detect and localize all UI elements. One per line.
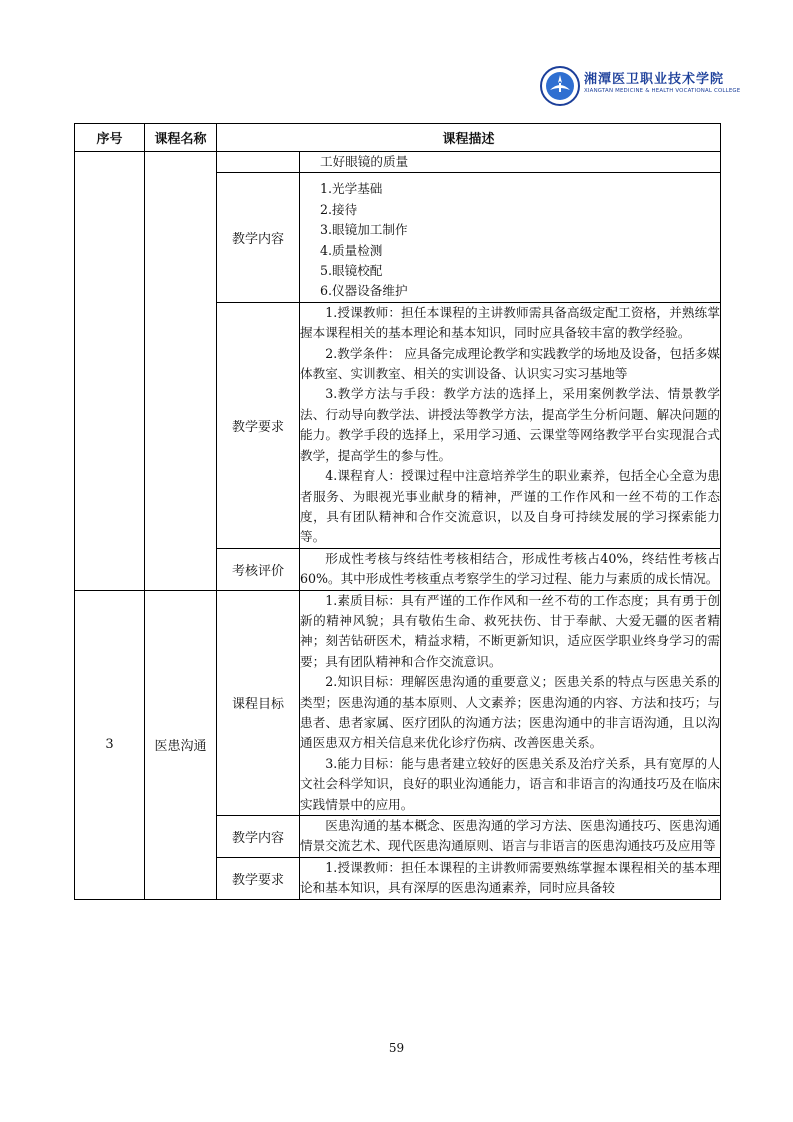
label-cell-blank: [217, 152, 300, 173]
name-cell-blank: [145, 152, 217, 591]
teaching-requirements-label: 教学要求: [217, 302, 300, 548]
paragraph: 4.课程育人：授课过程中注意培养学生的职业素养，包括全心全意为患者服务、为眼视光事业献身的精神，严谨的工作作风和一丝不苟的工作态度，具有团队精神和合作交流意识，以及自身可持续发展的学习探索能力等。: [300, 468, 721, 545]
description-continuation: 工好眼镜的质量: [300, 152, 721, 173]
list-item: 6.仪器设备维护: [320, 283, 408, 299]
logo-subtitle: XIANGTAN MEDICINE & HEALTH VOCATIONAL COLLEGE: [584, 88, 741, 94]
paragraph: 2.教学条件： 应具备完成理论教学和实践教学的场地及设备，包括多媒体教室、实训教室、相关的实训设备、认识实习实习基地等: [300, 345, 721, 382]
list-item: 2.接待: [320, 201, 358, 217]
teaching-requirements-text: 1.授课教师：担任本课程的主讲教师需要熟练掌握本课程相关的基本理论和基本知识，具有深厚的医患沟通素养，同时应具备较: [300, 857, 721, 899]
course-goal-text: [300, 590, 721, 815]
assessment-text: 形成性考核与终结性考核相结合，形成性考核占40%，终结性考核占60%。其中形成性考核重点考察学生的学习过程、能力与素质的成长情况。: [300, 548, 721, 590]
course-number: 3: [75, 590, 145, 899]
header-number: 序号: [75, 124, 145, 152]
assessment-label: 考核评价: [217, 548, 300, 590]
paragraph: 3.教学方法与手段：教学方法的选择上，采用案例教学法、情景教学法、行动导向教学法、讲授法等教学方法，提高学生分析问题、解决问题的能力。教学手段的选择上，采用学习通、云课堂等网络教学平台实现混合式教学，提高学生的参与性。: [300, 386, 721, 463]
list-item: 5.眼镜校配: [320, 263, 383, 279]
college-logo: [540, 66, 740, 110]
table-row: [75, 590, 721, 815]
paragraph: 2.知识目标：理解医患沟通的重要意义；医患关系的特点与医患关系的类型；医患沟通的基本原则、人文素养；医患沟通的内容、方法和技巧；与患者、患者家属、医疗团队的沟通方法；医患沟通中的非言语沟通，且以沟通医患双方相关信息来优化诊疗伤病、改善医患关系。: [300, 674, 721, 751]
paragraph: 1.授课教师：担任本课程的主讲教师需具备高级定配工资格，并熟练掌握本课程相关的基本理论和基本知识，同时应具备较丰富的教学经验。: [300, 304, 721, 341]
college-emblem-icon: [540, 66, 580, 106]
list-item: 3.眼镜加工制作: [320, 222, 408, 238]
course-name: 医患沟通: [145, 590, 217, 899]
course-goal-label: 课程目标: [217, 590, 300, 815]
teaching-content-label: 教学内容: [217, 816, 300, 858]
teaching-requirements-label: 教学要求: [217, 857, 300, 899]
course-table: [74, 123, 721, 900]
list-item: 4.质量检测: [320, 242, 383, 258]
page-number: 59: [388, 1041, 405, 1055]
table-row: [75, 152, 721, 173]
teaching-content-list: [300, 173, 721, 302]
teaching-requirements-text: [300, 302, 721, 548]
number-cell-blank: [75, 152, 145, 591]
list-item: 1.光学基础: [320, 181, 383, 197]
teaching-content-label: 教学内容: [217, 173, 300, 302]
header-course-name: 课程名称: [145, 124, 217, 152]
table-header-row: [75, 124, 721, 152]
header-course-description: 课程描述: [217, 124, 721, 152]
paragraph: 3.能力目标：能与患者建立较好的医患关系及治疗关系，具有宽厚的人文社会科学知识，良好的职业沟通能力，语言和非语言的沟通技巧及在临床实践情景中的应用。: [300, 755, 721, 812]
logo-title: 湘潭医卫职业技术学院: [584, 72, 725, 87]
paragraph: 1.素质目标：具有严谨的工作作风和一丝不苟的工作态度；具有勇于创新的精神风貌；具有敬佑生命、救死扶伤、甘于奉献、大爱无疆的医者精神；刻苦钻研医术，精益求精，不断更新知识，适应医学职业终身学习的需要；具有团队精神和合作交流意识。: [300, 592, 721, 669]
teaching-content-text: 医患沟通的基本概念、医患沟通的学习方法、医患沟通技巧、医患沟通情景交流艺术、现代医患沟通原则、语言与非语言的医患沟通技巧及应用等: [300, 816, 721, 858]
